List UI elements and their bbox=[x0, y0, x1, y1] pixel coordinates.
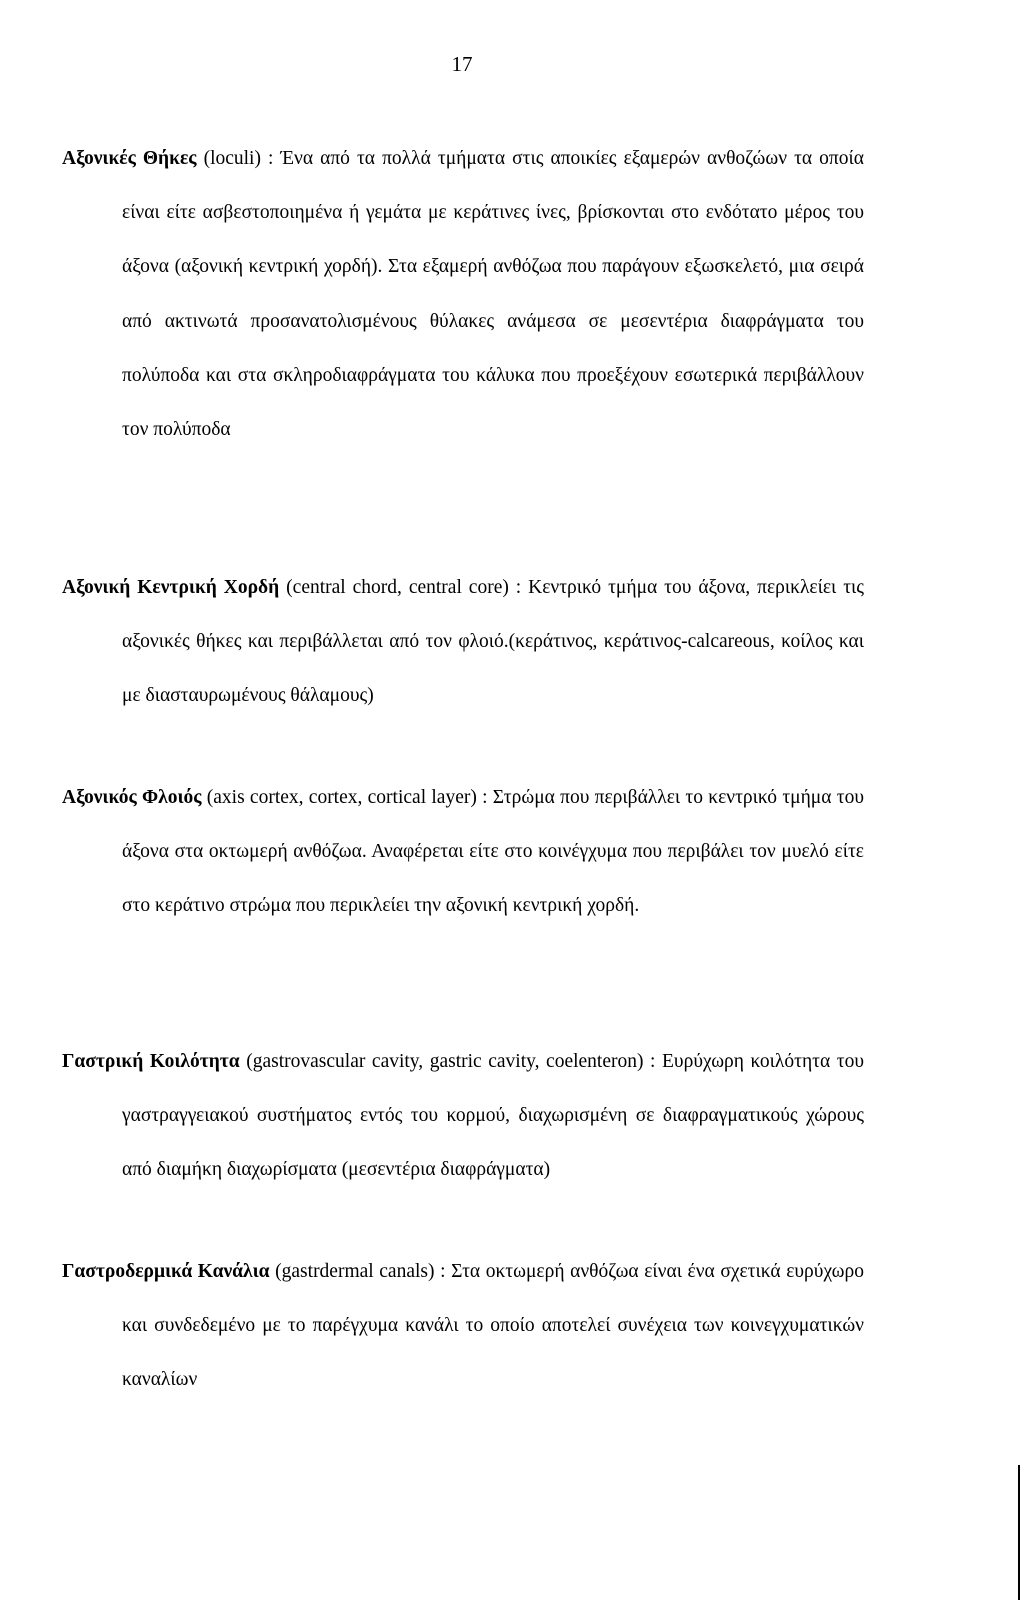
entry-definition: (gastrovascular cavity, gastric cavity, coelenteron) : Ευρύχωρη κοιλότητα του γαστραγγειακού συστήματος εντός του κορμού, διαχωρισμένη σε διαφραγματικούς χώρους από διαμήκη διαχωρίσματα (μεσεντέρια διαφράγματα) bbox=[122, 1051, 864, 1181]
glossary-entry bbox=[62, 132, 864, 457]
glossary-entry bbox=[62, 771, 864, 934]
entry-term: Γαστρική Κοιλότητα bbox=[62, 1051, 240, 1072]
entry-paragraph bbox=[62, 132, 864, 457]
entry-paragraph bbox=[62, 1035, 864, 1198]
glossary-entry bbox=[62, 561, 864, 724]
glossary-entry bbox=[62, 1245, 864, 1408]
entry-definition: (loculi) : Ένα από τα πολλά τμήματα στις αποικίες εξαμερών ανθοζώων τα οποία είναι είτε ασβεστοποιημένα ή γεμάτα με κεράτινες ίνες, βρίσκονται στο ενδότατο μέρος του άξονα (αξονική κεντρική χορδή). Στα εξαμερή ανθόζωα που παράγουν εξωσκελετό, μια σειρά από ακτινωτά προσανατολισμένους θύλακες ανάμεσα σε μεσεντέρια διαφράγματα του πολύποδα και στα σκληροδιαφράγματα του κάλυκα που προεξέχουν εσωτερικά περιβάλλουν τον πολύποδα bbox=[122, 148, 864, 441]
entry-definition: (axis cortex, cortex, cortical layer) : Στρώμα που περιβάλλει το κεντρικό τμήμα του άξονα στα οκτωμερή ανθόζωα. Αναφέρεται είτε στο κοινέγχυμα που περιβάλει τον μυελό είτε στο κεράτινο στρώμα που περικλείει την αξονική κεντρική χορδή. bbox=[122, 787, 864, 917]
scan-edge-line bbox=[1018, 1465, 1020, 1600]
entry-paragraph bbox=[62, 561, 864, 724]
entry-term: Αξονική Κεντρική Χορδή bbox=[62, 577, 280, 598]
glossary-entry bbox=[62, 1035, 864, 1198]
entry-paragraph bbox=[62, 771, 864, 934]
entry-term: Αξονικός Φλοιός bbox=[62, 787, 202, 808]
entry-term: Αξονικές Θήκες bbox=[62, 148, 197, 169]
page-number: 17 bbox=[451, 52, 473, 76]
entry-term: Γαστροδερμικά Κανάλια bbox=[62, 1261, 270, 1282]
entry-definition: (gastrdermal canals) : Στα οκτωμερή ανθόζωα είναι ένα σχετικά ευρύχωρο και συνδεδεμένο με το παρέγχυμα κανάλι το οποίο αποτελεί συνέχεια των κοινεγχυματικών καναλίων bbox=[122, 1261, 864, 1391]
entry-paragraph bbox=[62, 1245, 864, 1408]
entry-definition: (central chord, central core) : Κεντρικό τμήμα του άξονα, περικλείει τις αξονικές θήκες και περιβάλλεται από τον φλοιό.(κεράτινος, κεράτινος-calcareous, κοίλος και με διασταυρωμένους θάλαμους) bbox=[122, 577, 864, 707]
